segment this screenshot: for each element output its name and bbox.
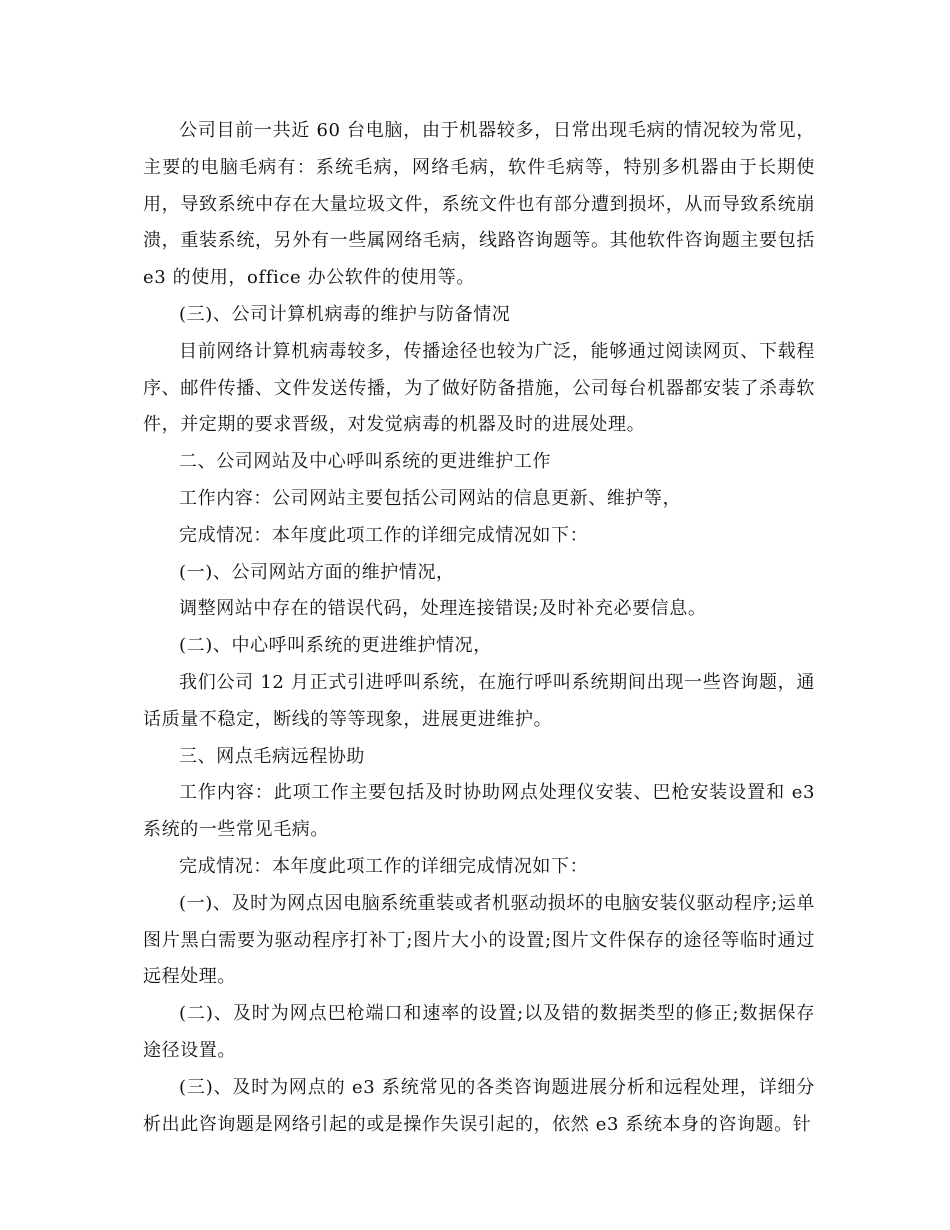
heading-remote-assistance: 三、网点毛病远程协助: [179, 745, 365, 767]
paragraph-remote-work-content: 工作内容：此项工作主要包括及时协助网点处理仪安装、巴枪安装设置和 e3 系统的一些常见毛病。: [143, 782, 815, 841]
heading-website-maintenance: (一)、公司网站方面的维护情况，: [179, 561, 455, 583]
paragraph-website-work-content: 工作内容：公司网站主要包括公司网站的信息更新、维护等，: [179, 487, 682, 509]
paragraph-remote-completion: 完成情况：本年度此项工作的详细完成情况如下：: [179, 855, 589, 877]
heading-virus-prevention: (三)、公司计算机病毒的维护与防备情况: [179, 303, 511, 325]
paragraph-callcenter-maintenance: 我们公司 12 月正式引进呼叫系统，在施行呼叫系统期间出现一些咨询题，通话质量不稳定，断线的等等现象，进展更进维护。: [143, 671, 815, 730]
paragraph-website-completion: 完成情况：本年度此项工作的详细完成情况如下：: [179, 524, 589, 546]
paragraph-remote-item-2: (二)、及时为网点巴枪端口和速率的设置;以及错的数据类型的修正;数据保存途径设置。: [143, 1003, 815, 1061]
heading-website-callcenter: 二、公司网站及中心呼叫系统的更进维护工作: [179, 451, 551, 473]
paragraph-computer-faults: 公司目前一共近 60 台电脑，由于机器较多，日常出现毛病的情况较为常见，主要的电脑毛病有：系统毛病，网络毛病，软件毛病等，特别多机器由于长期使用，导致系统中存在大量垃圾文件，系统文件也有部分遭到损坏，从而导致系统崩溃，重装系统，另外有一些属网络毛病，线路咨询题等。其他软件咨询题主要包括 e3 的使用，office 办公软件的使用等。: [143, 120, 815, 289]
paragraph-website-maintenance: 调整网站中存在的错误代码，处理连接错误;及时补充必要信息。: [179, 598, 707, 620]
heading-callcenter-maintenance: (二)、中心呼叫系统的更进维护情况，: [179, 635, 492, 657]
paragraph-virus-prevention: 目前网络计算机病毒较多，传播途径也较为广泛，能够通过阅读网页、下载程序、邮件传播、文件发送传播，为了做好防备措施，公司每台机器都安装了杀毒软件，并定期的要求晋级，对发觉病毒的机器及时的进展处理。: [143, 340, 815, 436]
paragraph-remote-item-3: (三)、及时为网点的 e3 系统常见的各类咨询题进展分析和远程处理，详细分析出此咨询题是网络引起的或是操作失误引起的，依然 e3 系统本身的咨询题。针: [143, 1076, 815, 1135]
paragraph-remote-item-1: (一)、及时为网点因电脑系统重装或者机驱动损坏的电脑安装仪驱动程序;运单图片黑白需要为驱动程序打补丁;图片大小的设置;图片文件保存的途径等临时通过远程处理。: [143, 892, 815, 988]
document-body: [143, 113, 815, 1143]
